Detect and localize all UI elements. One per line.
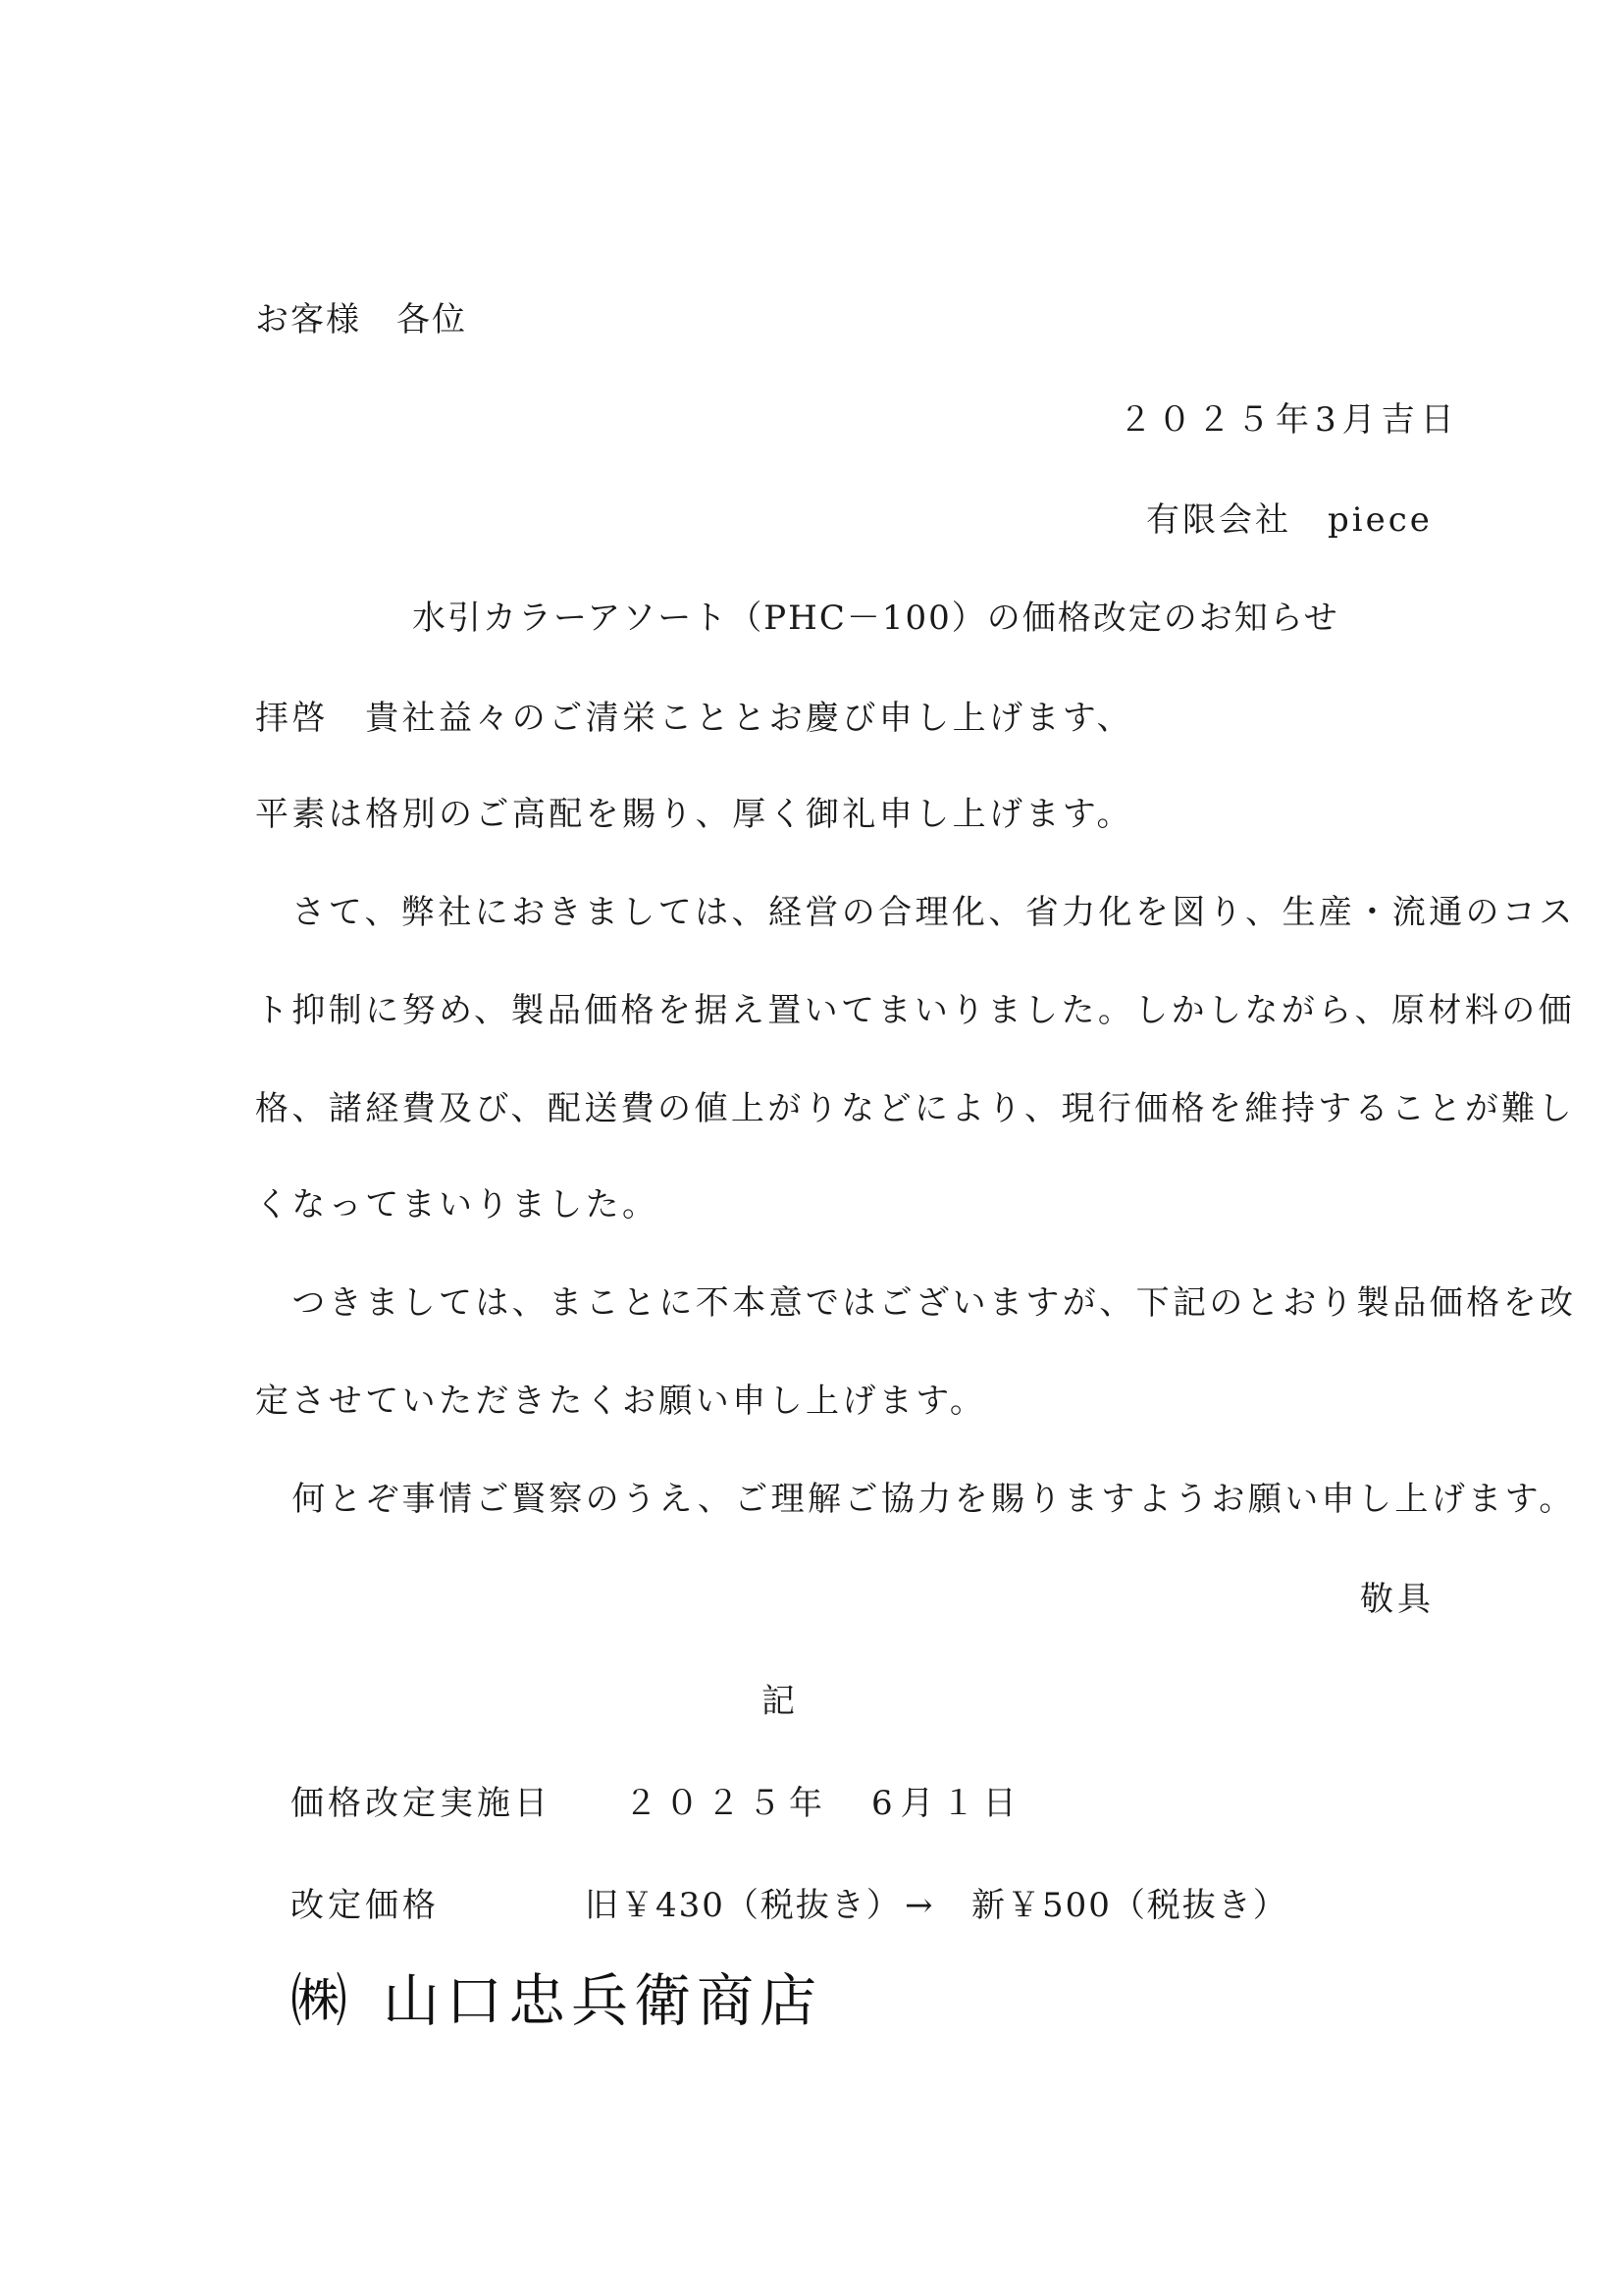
ki-heading: 記 xyxy=(761,1682,797,1721)
body-line: さて、弊社におきましては、経営の合理化、省力化を図り、生産・流通のコス xyxy=(255,893,1576,932)
sender-company: 有限会社 piece xyxy=(1146,500,1433,540)
body-line: 拝啓 貴社益々のご清栄こととお慶び申し上げます、 xyxy=(255,699,1133,738)
body-line: ト抑制に努め、製品価格を据え置いてまいりました。しかしながら、原材料の価 xyxy=(255,991,1576,1030)
arrow-icon: → xyxy=(905,1886,935,1925)
new-price: 新￥500（税抜き） xyxy=(971,1886,1288,1925)
old-price: 旧￥430（税抜き） xyxy=(585,1886,902,1925)
body-line: 平素は格別のご高配を賜り、厚く御礼申し上げます。 xyxy=(255,795,1133,834)
company-stamp xyxy=(290,1968,822,2033)
body-line: 定させていただきたくお願い申し上げます。 xyxy=(255,1382,987,1421)
body-line: 何とぞ事情ご賢察のうえ、ご理解ご協力を賜りますようお願い申し上げます。 xyxy=(255,1480,1576,1519)
body-line: 格、諸経費及び、配送費の値上がりなどにより、現行価格を維持することが難し xyxy=(255,1089,1576,1128)
price-label: 改定価格 xyxy=(290,1886,440,1925)
letter-title: 水引カラーアソート（PHC－100）の価格改定のお知らせ xyxy=(412,599,1339,638)
letter-date: ２０２５年3月吉日 xyxy=(1119,400,1460,440)
body-line: つきましては、まことに不本意ではございますが、下記のとおり製品価格を改 xyxy=(255,1283,1577,1323)
effective-date-label: 価格改定実施日 xyxy=(290,1784,551,1823)
body-line: くなってまいりました。 xyxy=(255,1185,659,1225)
effective-date-value: ２０２５年 6月１日 xyxy=(624,1784,1024,1823)
company-mark: ㈱ xyxy=(290,1967,354,2034)
addressee: お客様 各位 xyxy=(255,300,467,339)
company-name: 山口忠兵衛商店 xyxy=(383,1967,823,2034)
closing-phrase: 敬具 xyxy=(1360,1580,1435,1619)
